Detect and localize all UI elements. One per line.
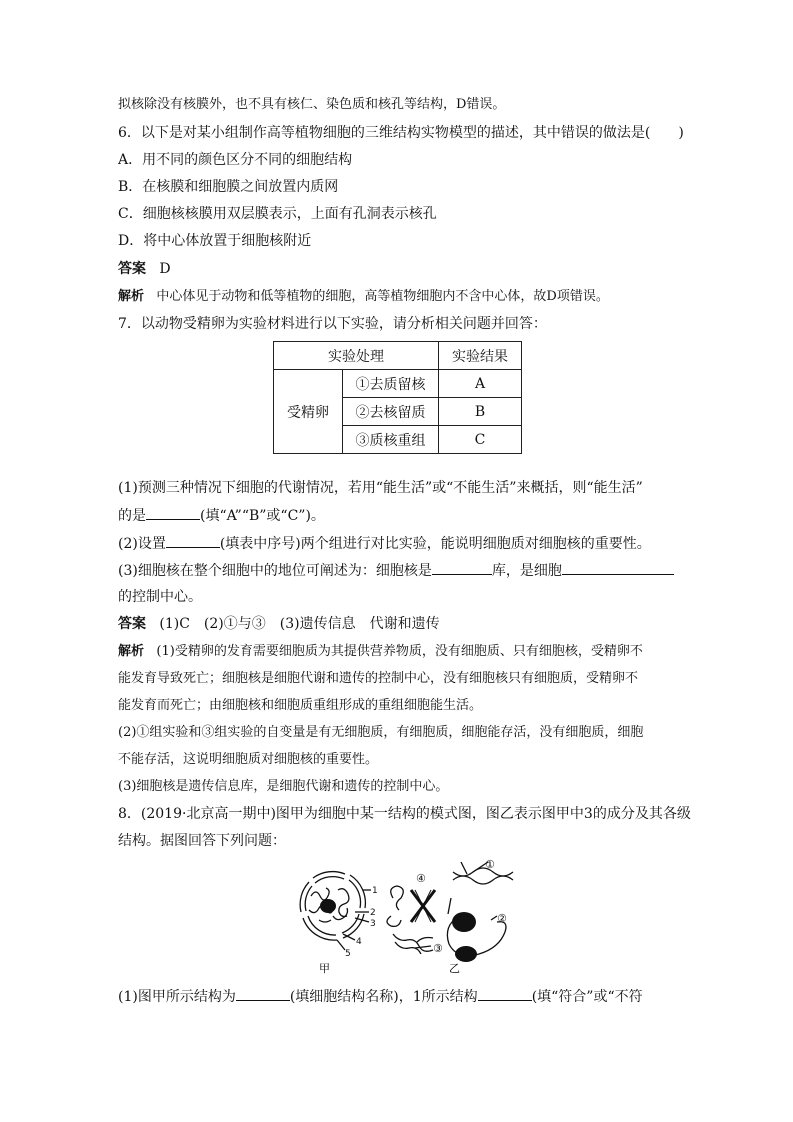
result-3: C: [439, 426, 522, 454]
q7-analysis-line2: 能发育导致死亡；细胞核是细胞代谢和遗传的控制中心，没有细胞核只有细胞质，受精卵不: [118, 671, 639, 686]
answer-value: D: [159, 261, 171, 277]
q7-analysis-line3: 能发育而死亡；由细胞核和细胞质重组形成的重组细胞能生活。: [118, 698, 483, 713]
chromatin-ball: [455, 946, 477, 962]
q8-sub1: [118, 987, 643, 1006]
q7-sub1-line2: [118, 506, 325, 525]
experiment-table: [273, 341, 522, 454]
text: (填细胞结构名称)，1所示结构: [289, 989, 478, 1005]
q7-analysis-line1: [118, 643, 643, 661]
q8-stem-line2: 结构。据图回答下列问题：: [118, 833, 286, 849]
header-result: 实验结果: [439, 342, 522, 370]
analysis-text: 中心体见于动物和低等植物的细胞，高等植物细胞内不含中心体，故D项错误。: [156, 289, 609, 304]
figure-yi: [387, 862, 513, 956]
treatment-1: ①去质留核: [343, 370, 439, 398]
answer-blank[interactable]: [478, 987, 532, 1001]
q6-option-a: A．用不同的颜色区分不同的细胞结构: [118, 152, 353, 168]
label-circle-4: ④: [416, 872, 426, 885]
text: (2)设置: [118, 536, 166, 552]
text: (填“A”“B”或“C”)。: [200, 508, 325, 524]
row-label: 受精卵: [274, 370, 343, 454]
text: (1)图甲所示结构为: [118, 989, 236, 1005]
label-circle-1: ①: [485, 858, 495, 871]
text: 库，是细胞: [491, 563, 562, 579]
label-4: 4: [356, 937, 362, 947]
q6-option-c: C．细胞核核膜用双层膜表示，上面有孔洞表示核孔: [118, 206, 437, 222]
answer-label: 答案: [118, 261, 146, 277]
analysis-label: 解析: [118, 289, 145, 304]
q7-sub1-line1: (1)预测三种情况下细胞的代谢情况，若用“能生活”或“不能生活”来概括，则“能生活”: [118, 480, 643, 496]
analysis-label: 解析: [118, 644, 145, 659]
q7-sub3-line2: 的控制中心。: [118, 589, 202, 605]
treatment-3: ③质核重组: [343, 426, 439, 454]
label-5: 5: [345, 949, 351, 959]
q7-stem: 7．以动物受精卵为实验材料进行以下实验，请分析相关问题并回答：: [118, 316, 547, 332]
q6-answer: [118, 260, 171, 278]
nucleus-chromosome-figure: [283, 858, 523, 978]
q6-stem: 6．以下是对某小组制作高等植物细胞的三维结构实物模型的描述，其中错误的做法是( ): [118, 125, 684, 141]
text: (填“符合”或“不符: [531, 989, 643, 1005]
label-3: 3: [370, 919, 376, 929]
treatment-2: ②去核留质: [343, 398, 439, 426]
q6-option-b: B．在核膜和细胞膜之间放置内质网: [118, 179, 339, 195]
answer-blank[interactable]: [562, 561, 674, 575]
answer-blank[interactable]: [236, 987, 290, 1001]
q6-option-d: D．将中心体放置于细胞核附近: [118, 233, 312, 249]
result-1: A: [439, 370, 522, 398]
text: (3)细胞核在整个细胞中的地位可阐述为：细胞核是: [118, 563, 432, 579]
q6-analysis: [118, 288, 609, 306]
q7-sub3-line1: [118, 561, 674, 580]
label-circle-3: ③: [433, 942, 443, 955]
q7-sub2: [118, 534, 651, 553]
answer-value: (1)C (2)①与③ (3)遗传信息 代谢和遗传: [159, 616, 440, 632]
answer-blank[interactable]: [432, 561, 492, 575]
q7-analysis-line4: (2)①组实验和③组实验的自变量是有无细胞质，有细胞质，细胞能存活，没有细胞质，细胞: [118, 725, 644, 740]
text: (填表中序号)两个组进行对比实验，能说明细胞质对细胞核的重要性。: [219, 536, 651, 552]
answer-blank[interactable]: [146, 506, 200, 520]
q7-analysis-line5: 不能存活，这说明细胞质对细胞核的重要性。: [118, 752, 379, 767]
q7-answer: [118, 615, 440, 633]
label-2: 2: [370, 908, 376, 918]
q8-stem-line1: 8．(2019·北京高一期中)图甲为细胞中某一结构的模式图，图乙表示图甲中3的成分及其各级: [118, 806, 691, 822]
label-1: 1: [372, 886, 378, 896]
text: 的是: [118, 508, 146, 524]
q7-analysis-line6: (3)细胞核是遗传信息库，是细胞代谢和遗传的控制中心。: [118, 779, 449, 794]
label-yi: 乙: [449, 962, 460, 975]
chromatin-ball: [452, 912, 476, 932]
label-jia: 甲: [319, 962, 330, 975]
label-circle-2: ②: [497, 912, 507, 925]
intro-line: 拟核除没有核膜外，也不具有核仁、染色质和核孔等结构，D错误。: [118, 97, 506, 112]
analysis-text: (1)受精卵的发育需要细胞质为其提供营养物质，没有细胞质、只有细胞核，受精卵不: [156, 644, 643, 659]
nucleolus: [320, 899, 336, 913]
result-2: B: [439, 398, 522, 426]
header-treatment: 实验处理: [274, 342, 439, 370]
answer-blank[interactable]: [166, 534, 220, 548]
answer-label: 答案: [118, 616, 146, 632]
